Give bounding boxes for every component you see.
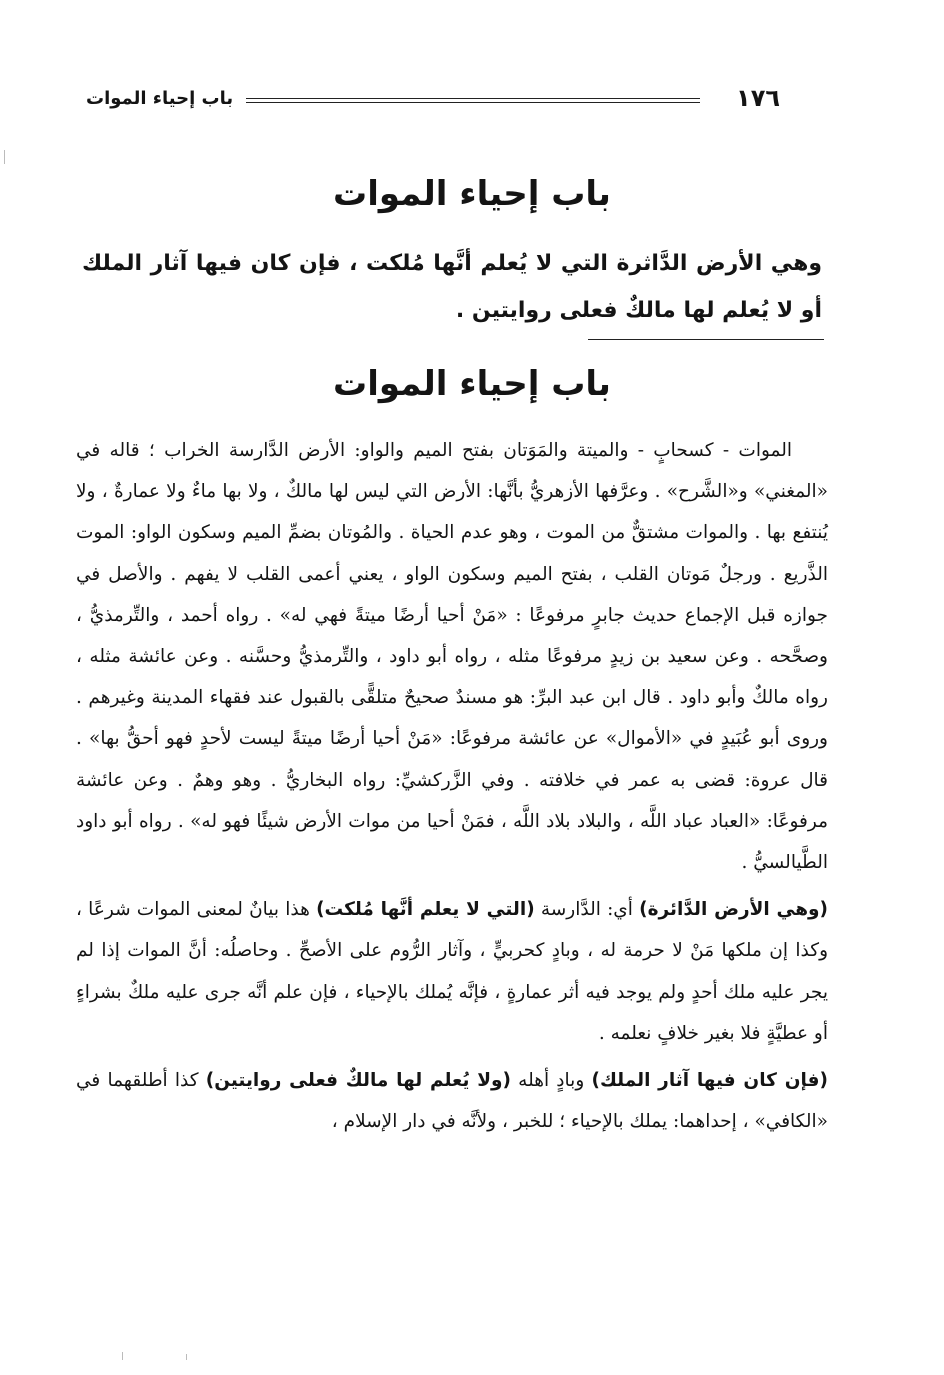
matn-quote: (ولا يُعلم لها مالكٌ فعلى روايتين) bbox=[205, 1070, 511, 1092]
commentary-body bbox=[76, 430, 828, 1148]
commentary-text: هذا بيانٌ لمعنى الموات شرعًا ، وكذا إن ملكها مَنْ لا حرمة له ، وبادٍ كحربيٍّ ، وآثار الرُّوم على الأصحِّ . وحاصلُه: أنَّ الموات إذا لم يجر عليه ملك أحدٍ ولم يوجد فيه أثر عمارةٍ ، فإنَّه يُملك بالإحياء ، فإن علم أنَّه جرى عليه ملكٌ بشراءٍ أو عطيَّةٍ فلا بغير خلافٍ نعلمه . bbox=[76, 899, 828, 1044]
scan-artifact bbox=[186, 1354, 187, 1360]
commentary-text: كذا أطلقهما في «الكافي» ، إحداهما: يملك بالإحياء ؛ للخبر ، ولأنَّه في دار الإسلام ، bbox=[76, 1070, 828, 1133]
commentary-paragraph: الموات - كسحابٍ - والميتة والمَوَتان بفتح الميم والواو: الأرض الدَّارسة الخراب ؛ قاله في «المغني» و«الشَّرح» . وعرَّفها الأزهريُّ بأنَّها: الأرض التي ليس لها مالكٌ ، ولا بها ماءٌ ولا عمارةٌ ، ولا يُنتفع بها . والموات مشتقٌّ من الموت ، وهو عدم الحياة . والمُوتان بضمِّ الميم وسكون الواو: الموت الذَّريع . ورجلٌ مَوتان القلب ، بفتح الميم وسكون الواو ، يعني أعمى القلب لا يفهم . والأصل في جوازه قبل الإجماع حديث جابرٍ مرفوعًا : «مَنْ أحيا أرضًا ميتةً فهي له» . رواه أحمد ، والتِّرمذيُّ ، وصحَّحه . وعن سعيد بن زيدٍ مرفوعًا مثله ، رواه أبو داود ، والتِّرمذيُّ وحسَّنه . وعن عائشة مثله ، رواه مالكٌ وأبو داود . قال ابن عبد البرِّ: هو مسندٌ صحيحٌ متلقًّى بالقبول عند فقهاء المدينة وغيرهم . وروى أبو عُبَيدٍ في «الأموال» عن عائشة مرفوعًا: «مَنْ أحيا أرضًا ميتةً ليست لأحدٍ فهو أحقُّ بها» . قال عروة: قضى به عمر في خلافته . وفي الزَّركشيِّ: رواه البخاريُّ . وهو وهمٌ . وعن عائشة مرفوعًا: «العباد عباد اللَّه ، والبلاد بلاد اللَّه ، فمَنْ أحيا من موات الأرض شيئًا فهو له» . رواه أبو داود الطَّيالسيُّ . bbox=[76, 440, 828, 874]
commentary-text: أي: الدَّارسة bbox=[534, 899, 640, 921]
matn-quote: (فإن كان فيها آثار الملك) bbox=[591, 1070, 828, 1092]
running-title: باب إحياء الموات bbox=[86, 88, 234, 109]
matn-quote: (التي لا يعلم أنَّها مُلكت) bbox=[316, 899, 535, 921]
matn-separator-rule bbox=[588, 339, 824, 340]
matn-quote: (وهي الأرض الدَّائرة) bbox=[639, 899, 828, 921]
commentary-paragraph bbox=[76, 1060, 828, 1142]
sharh-chapter-title: باب إحياء الموات bbox=[333, 364, 611, 404]
commentary-text: وبادٍ أهله bbox=[510, 1070, 592, 1092]
page-number: ١٧٦ bbox=[736, 84, 780, 112]
matn-chapter-title: باب إحياء الموات bbox=[333, 174, 611, 214]
commentary-paragraph bbox=[76, 889, 828, 1054]
scan-artifact bbox=[4, 150, 5, 164]
scan-artifact bbox=[122, 1352, 123, 1360]
matn-text: وهي الأرض الدَّاثرة التي لا يُعلم أنَّها مُلكت ، فإن كان فيها آثار الملك أو لا يُعلم لها مالكٌ فعلى روايتين . bbox=[82, 251, 822, 323]
running-header bbox=[86, 84, 786, 124]
header-rule bbox=[246, 98, 700, 103]
